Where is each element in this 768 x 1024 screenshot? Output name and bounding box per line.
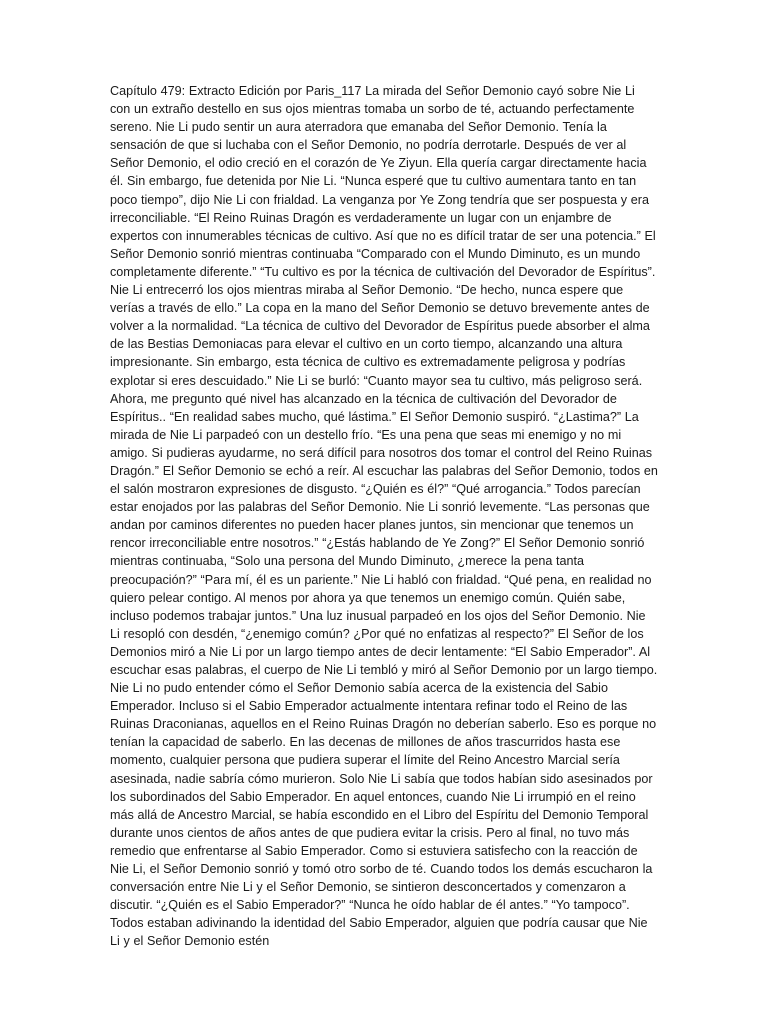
chapter-text: Capítulo 479: Extracto Edición por Paris_117 La mirada del Señor Demonio cayó sobre Nie Li con un extraño destello en sus ojos mientras tomaba un sorbo de té, actuando perfectamente sereno. Nie Li pudo sentir un aura aterradora que emanaba del Señor Demonio. Tenía la sensación de que si luchaba con el Señor Demonio, no podría derrotarle. Después de ver al Señor Demonio, el odio creció en el corazón de Ye Ziyun. Ella quería cargar directamente hacia él. Sin embargo, fue detenida por Nie Li. “Nunca esperé que tu cultivo aumentara tanto en tan poco tiempo”, dijo Nie Li con frialdad. La venganza por Ye Zong tendría que ser pospuesta y era irreconciliable. “El Reino Ruinas Dragón es verdaderamente un lugar con un enjambre de expertos con innumerables técnicas de cultivo. Así que no es difícil tratar de ser una potencia.” El Señor Demonio sonrió mientras continuaba “Comparado con el Mundo Diminuto, es un mundo completamente diferente.” “Tu cultivo es por la técnica de cultivación del Devorador de Espíritus”. Nie Li entrecerró los ojos mientras miraba al Señor Demonio. “De hecho, nunca espere que verías a través de ello.” La copa en la mano del Señor Demonio se detuvo brevemente antes de volver a la normalidad. “La técnica de cultivo del Devorador de Espíritus puede absorber el alma de las Bestias Demoniacas para elevar el cultivo en un corto tiempo, alcanzando una altura impresionante. Sin embargo, esta técnica de cultivo es extremadamente peligrosa y podrías explotar si eres descuidado.” Nie Li se burló: “Cuanto mayor sea tu cultivo, más peligroso será. Ahora, me pregunto qué nivel has alcanzado en la técnica de cultivación del Devorador de Espíritus.. “En realidad sabes mucho, qué lástima.” El Señor Demonio suspiró. “¿Lastima?” La mirada de Nie Li parpadeó con un destello frío. “Es una pena que seas mi enemigo y no mi amigo. Si pudieras ayudarme, no será difícil para nosotros dos tomar el control del Reino Ruinas Dragón.” El Señor Demonio se echó a reír. Al escuchar las palabras del Señor Demonio, todos en el salón mostraron expresiones de disgusto. “¿Quién es él?” “Qué arrogancia.” Todos parecían estar enojados por las palabras del Señor Demonio. Nie Li sonrió levemente. “Las personas que andan por caminos diferentes no pueden hacer planes juntos, sin mencionar que tenemos un rencor irreconciliable entre nosotros.” “¿Estás hablando de Ye Zong?” El Señor Demonio sonrió mientras continuaba, “Solo una persona del Mundo Diminuto, ¿merece la pena tanta preocupación?” “Para mí, él es un pariente.” Nie Li habló con frialdad. “Qué pena, en realidad no quiero pelear contigo. Al menos por ahora ya que tenemos un enemigo común. Quién sabe, incluso podemos trabajar juntos.” Una luz inusual parpadeó en los ojos del Señor Demonio. Nie Li resopló con desdén, “¿enemigo común? ¿Por qué no enfatizas al respecto?” El Señor de los Demonios miró a Nie Li por un largo tiempo antes de decir lentamente: “El Sabio Emperador”. Al escuchar esas palabras, el cuerpo de Nie Li tembló y miró al Señor Demonio por un largo tiempo. Nie Li no pudo entender cómo el Señor Demonio sabía acerca de la existencia del Sabio Emperador. Incluso si el Sabio Emperador actualmente intentara refinar todo el Reino de las Ruinas Draconianas, aquellos en el Reino Ruinas Dragón no deberían saberlo. Eso es porque no tenían la capacidad de saberlo. En las decenas de millones de años trascurridos hasta ese momento, cualquier persona que pudiera superar el límite del Reino Ancestro Marcial sería asesinada, nadie sabría cómo murieron. Solo Nie Li sabía que todos habían sido asesinados por los subordinados del Sabio Emperador. En aquel entonces, cuando Nie Li irrumpió en el reino más allá de Ancestro Marcial, se había escondido en el Libro del Espíritu del Demonio Temporal durante unos cientos de años antes de que pudiera evitar la crisis. Pero al final, no tuvo más remedio que enfrentarse al Sabio Emperador. Como si estuviera satisfecho con la reacción de Nie Li, el Señor Demonio sonrió y tomó otro sorbo de té. Cuando todos los demás escucharon la conversación entre Nie Li y el Señor Demonio, se sintieron desconcertados y comenzaron a discutir. “¿Quién es el Sabio Emperador?” “Nunca he oído hablar de él antes.” “Yo tampoco”. Todos estaban adivinando la identidad del Sabio Emperador, alguien que podría causar que Nie Li y el Señor Demonio estén bbox=[110, 84, 658, 949]
